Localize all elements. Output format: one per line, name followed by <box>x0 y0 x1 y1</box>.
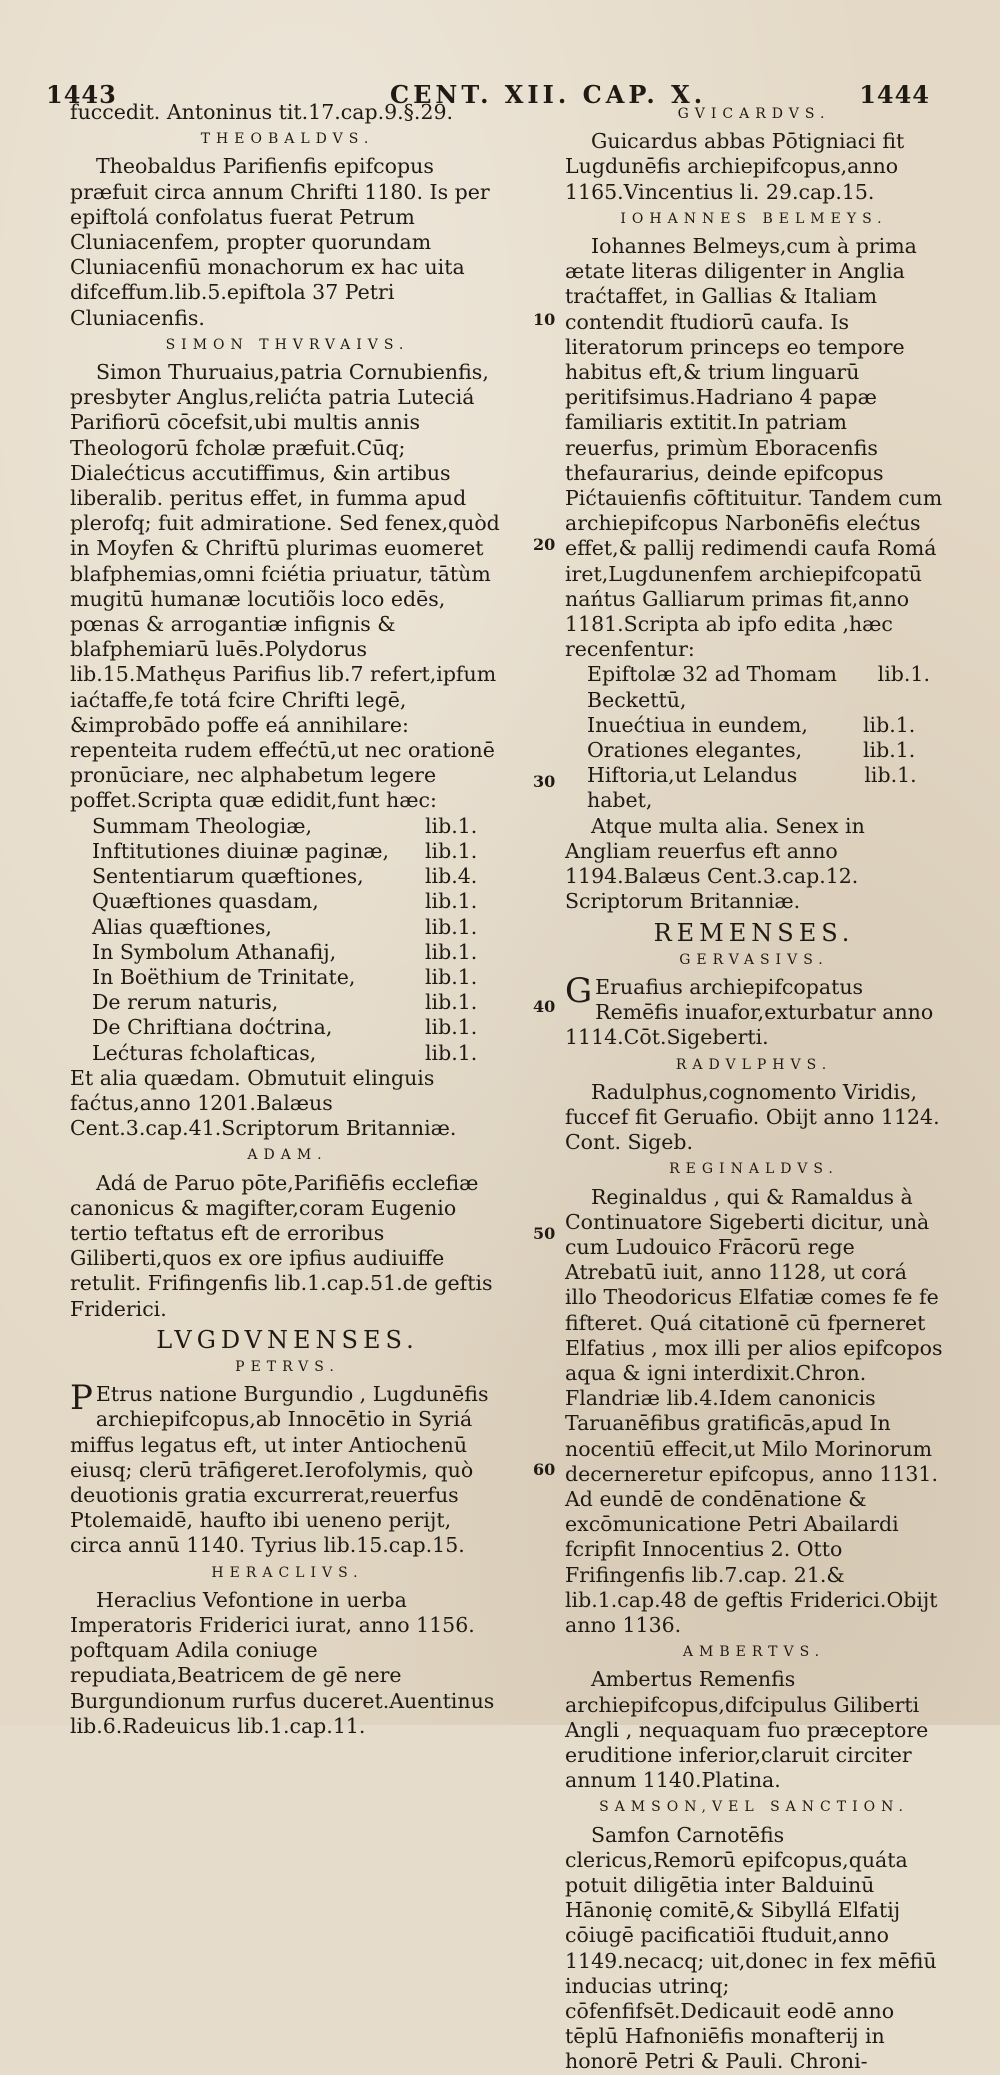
work-title: Alias quæftiones, <box>92 914 272 939</box>
work-title: Orationes elegantes, <box>587 738 803 763</box>
works-list <box>92 814 505 1066</box>
text-run: Ambertus Remenfis archiepifcopus,difcipulus Giliberti Angli , nequaquam fuo præceptore eruditione inferior,claruit circiter annum 1140.Platina. <box>565 1667 929 1793</box>
text-run: REMENSES. <box>653 918 855 947</box>
entry-heading <box>565 1795 943 1820</box>
text-run: AMBERTVS. <box>682 1644 826 1661</box>
entry-heading <box>565 948 943 973</box>
text-run: ADAM. <box>247 1147 328 1164</box>
work-count: lib.1. <box>863 712 916 737</box>
margin-number: 10 <box>533 310 556 329</box>
text-run: REGINALDVS. <box>669 1161 839 1178</box>
text-run: LVGDVNENSES. <box>156 1325 419 1354</box>
drop-capital: P <box>70 1378 93 1419</box>
entry-heading <box>565 102 943 127</box>
works-list-item <box>92 915 505 940</box>
work-title: Summam Theologiæ, <box>92 813 313 838</box>
works-list-item <box>587 713 943 738</box>
page-number-right: 1444 <box>859 80 930 109</box>
work-count: lib.1. <box>863 738 916 763</box>
text-run: SIMON THVRVAIVS. <box>165 336 410 353</box>
text-run: IOHANNES BELMEYS. <box>620 210 888 227</box>
works-list-item <box>92 864 505 889</box>
running-title: CENT. XII. CAP. X. <box>390 80 707 109</box>
margin-number: 30 <box>533 772 556 791</box>
entry-heading <box>70 1143 505 1168</box>
text-run: Simon Thuruaius,patria Cornubienfis, presbyter Anglus,relićta patria Luteciá Parifiorū cōcefsit,ubi multis annis Theologorū fcholæ præfuit.Cūq; Dialećticus accutiffimus, &in artibus liberalib. peritus effet, in fumma apud plerofq; fuit admiratione. Sed fenex,quòd in Moyfen & Chriftū plurimas euomeret blafphemias,omni fciétia priuatur, tātùm mugitū humanæ locutiõis loco edēs, pœnas & arrogantiæ infignis & blafphemiarū luēs.Polydorus lib.15.Mathęus Parifius lib.7 refert,ipfum iaćtaffe,fe totá fcire Chrifti legē, &improbādo poffe eá annihilare: repenteita rudem effećtū,ut nec orationē pronūciare, nec alphabetum legere poffet.Scripta quæ edidit,funt hæc: <box>70 360 500 813</box>
text-run: Etrus natione Burgundio , Lugdunēfis archiepifcopus,ab Innocētio in Syriá miffus legatus eft, ut inter Antiochenū eiusq; clerū trāfigeret.Ierofolymis, quò deuotionis gratia excurrerat,reuerfus Ptolemaidē, haufto ibi ueneno perijt, circa annū 1140. Tyrius lib.15.cap.15. <box>70 1382 489 1558</box>
text-run: Adá de Paruo pōte,Parifiēfis ecclefiæ canonicus & magifter,coram Eugenio tertio teftatus eft de erroribus Giliberti,quos ex ore ipfius audiuiffe retulit. Frifingenfis lib.1.cap.51.de geftis Friderici. <box>70 1170 493 1321</box>
entry-text <box>565 970 943 1051</box>
work-count: lib.1. <box>425 914 478 939</box>
work-title: In Symbolum Athanafij, <box>92 939 337 964</box>
text-run: fuccedit. Antoninus tit.17.cap.9.§.29. <box>70 100 454 124</box>
works-list-item <box>92 1015 505 1040</box>
entry-text <box>565 1185 943 1639</box>
works-list-item <box>92 839 505 864</box>
right-column <box>565 100 943 2075</box>
text-run: Samfon Carnotēfis clericus,Remorū epifcopus,quáta potuit diligētia inter Balduinū Hānonię comitē,& Sibyllá Elfatij cōiugē pacificatiōi ftuduit,anno 1149.necacq; uit,donec in fex mēfiū inducias utrinq; cōfenfifsēt.Dedicauit eodē anno tēplū Hafnoniēfis monafterij in honorē Petri & Pauli. Chroni- <box>565 1822 937 2074</box>
left-column <box>70 100 505 1739</box>
margin-number: 40 <box>533 997 556 1016</box>
work-count: lib.1. <box>877 662 930 687</box>
entry-text <box>70 1066 505 1142</box>
work-count: lib.1. <box>425 813 478 838</box>
work-title: De rerum naturis, <box>92 990 279 1015</box>
entry-heading <box>565 1640 943 1665</box>
entry-heading <box>565 1053 943 1078</box>
text-run: GVICARDVS. <box>677 106 831 122</box>
entry-heading <box>565 207 943 232</box>
work-title: Lećturas fcholafticas, <box>92 1040 317 1065</box>
entry-heading <box>70 333 505 358</box>
margin-number: 60 <box>533 1460 556 1479</box>
entry-text <box>565 1080 943 1156</box>
entry-text <box>70 360 505 814</box>
works-list <box>587 662 943 813</box>
work-title: Sententiarum quæftiones, <box>92 864 364 889</box>
text-run: Reginaldus , qui & Ramaldus à Continuatore Sigeberti dicitur, unà cum Ludouico Frācorū rege Atrebatū iuit, anno 1128, ut corá illo Theodoricus Elfatiæ comes fe fe fifteret. Quá citationē cū fperneret Elfatius , mox illi per alios epifcopos aqua & igni interdixit.Chron. Flandriæ lib.4.Idem canonicis Taruanēfibus gratificās,apud In nocentiū effecit,ut Milo Morinorum decerneretur epifcopus, anno 1131. Ad eundē de condēnatione & excōmunicatione Petri Abailardi fcripfit Innocentius 2. Otto Frifingenfis lib.7.cap. 21.& lib.1.cap.48 de geftis Friderici.Obijt anno 1136. <box>565 1184 943 1637</box>
works-list-item <box>92 1041 505 1066</box>
text-run: Eruafius archiepifcopatus Remēfis inuafor,exturbatur anno 1114.Cōt.Sigeberti. <box>565 974 934 1050</box>
work-count: lib.1. <box>425 964 478 989</box>
works-list-item <box>587 738 943 763</box>
work-title: Hiftoria,ut Lelandus habet, <box>587 763 798 813</box>
work-count: lib.1. <box>425 1040 478 1065</box>
margin-number: 20 <box>533 535 556 554</box>
section-heading <box>70 1325 505 1354</box>
text-run: GERVASIVS. <box>679 951 829 968</box>
section-heading <box>565 918 943 947</box>
text-run: THEOBALDVS. <box>200 131 375 148</box>
works-list-item <box>92 940 505 965</box>
margin-number: 50 <box>533 1224 556 1243</box>
text-run: Et alia quædam. Obmutuit elinguis faćtus,anno 1201.Balæus Cent.3.cap.41.Scriptorum Britanniæ. <box>70 1065 457 1141</box>
work-count: lib.1. <box>425 939 478 964</box>
text-run: PETRVS. <box>235 1358 340 1375</box>
works-list-item <box>92 814 505 839</box>
entry-heading <box>70 1561 505 1586</box>
work-count: lib.1. <box>864 763 917 788</box>
text-run: Guicardus abbas Pōtigniaci fit Lugdunēfis archiepifcopus,anno 1165.Vincentius li. 29.cap.15. <box>565 129 905 204</box>
works-list-item <box>587 662 943 712</box>
work-title: Quæftiones quasdam, <box>92 889 319 914</box>
text-run: Atque multa alia. Senex in Angliam reuerfus eft anno 1194.Balæus Cent.3.cap.12. Scriptorum Britanniæ. <box>565 813 865 914</box>
work-count: lib.1. <box>425 990 478 1015</box>
entry-text <box>565 129 943 205</box>
entry-heading <box>70 127 505 152</box>
entry-text <box>70 154 505 330</box>
text-run: HERACLIVS. <box>211 1564 364 1581</box>
entry-text <box>70 1378 505 1558</box>
works-list-item <box>587 763 943 813</box>
entry-text <box>565 1823 943 2075</box>
work-count: lib.4. <box>425 864 478 889</box>
entry-heading <box>70 1355 505 1380</box>
entry-text <box>565 234 943 662</box>
text-run: RADVLPHVS. <box>675 1056 833 1073</box>
entry-text <box>565 814 943 915</box>
work-title: Inuećtiua in eundem, <box>587 712 808 737</box>
work-count: lib.1. <box>425 838 478 863</box>
works-list-item <box>92 965 505 990</box>
entry-text <box>565 1667 943 1793</box>
works-list-item <box>92 889 505 914</box>
entry-text <box>70 1588 505 1739</box>
work-title: Inftitutiones diuinæ paginæ, <box>92 838 390 863</box>
work-count: lib.1. <box>425 1015 478 1040</box>
text-run: Theobaldus Parifienfis epifcopus præfuit circa annum Chrifti 1180. Is per epiftolá confolatus fuerat Petrum Cluniacenfem, propter quorundam Cluniacenfiū monachorum ex hac uita difceffum.lib.5.epiftola 37 Petri Cluniacenfis. <box>70 154 490 330</box>
text-run: Radulphus,cognomento Viridis, fuccef fit Geruafio. Obijt anno 1124. Cont. Sigeb. <box>565 1079 940 1155</box>
work-title: Epiftolæ 32 ad Thomam Beckettū, <box>587 662 837 712</box>
work-title: De Chriftiana doćtrina, <box>92 1015 333 1040</box>
entry-heading <box>565 1157 943 1182</box>
text-run: Heraclius Vefontione in uerba Imperatoris Friderici iurat, anno 1156. poftquam Adila coniuge repudiata,Beatricem de gē nere Burgundionum rurfus duceret.Auentinus lib.6.Radeuicus lib.1.cap.11. <box>70 1587 495 1738</box>
text-run: Iohannes Belmeys,cum à prima ætate literas diligenter in Anglia traćtaffet, in Gallias & Italiam contendit ftudiorū caufa. Is literatorum princeps eo tempore habitus eft,& trium linguarū peritifsimus.Hadriano 4 papæ familiaris extitit.In patriam reuerfus, primùm Eboracenfis thefaurarius, deinde epifcopus Pićtauienfis cōftituitur. Tandem cum archiepifcopus Narbonēfis elećtus effet,& pallij redimendi caufa Romá iret,Lugdunenfem archiepifcopatū nańtus Galliarum primas fit,anno 1181.Scripta ab ipfo edita ,hæc recenfentur: <box>565 234 943 662</box>
work-title: In Boëthium de Trinitate, <box>92 964 356 989</box>
work-count: lib.1. <box>425 889 478 914</box>
drop-capital: G <box>565 970 593 1011</box>
works-list-item <box>92 990 505 1015</box>
entry-text <box>70 1171 505 1322</box>
page-number-left: 1443 <box>46 80 117 109</box>
text-run: SAMSON,VEL SANCTION. <box>599 1799 909 1816</box>
entry-text <box>70 100 505 125</box>
